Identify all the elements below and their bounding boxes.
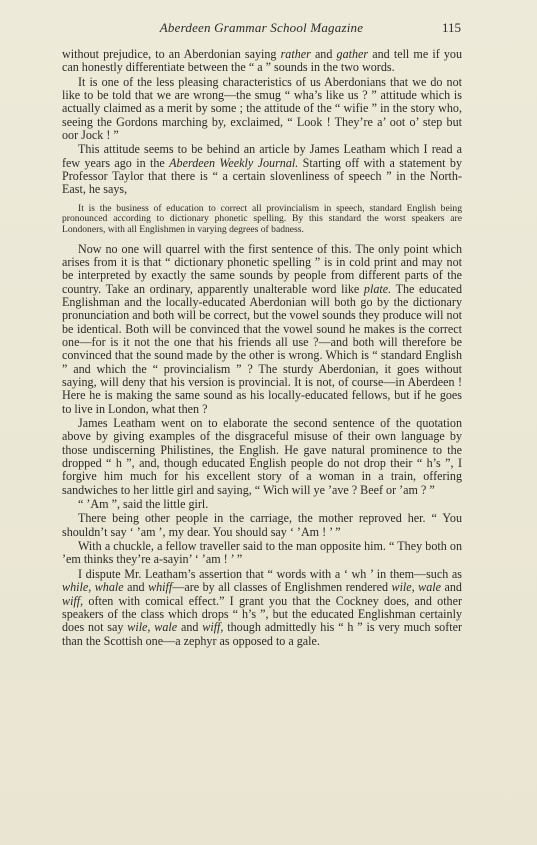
text-run: without prejudice, to an Aberdonian saying (62, 47, 281, 61)
italic-word: wile, wale (127, 620, 178, 635)
text-run: and (441, 580, 462, 595)
block-quote: It is the business of education to correct all provincialism in speech, standard English being pronounced according to dictionary phonetic spelling. By this standard the worst speakers are Londoners, with all Englishmen in varying degrees of badness. (62, 202, 462, 235)
paragraph-2: It is one of the less pleasing characteristics of us Aberdonians that we do not like to be told that we are wrong—the smug “ wha’s like us ? ” attitude which is actually claimed as a merit by some ; the attitude of the “ wifie ” in the story who, seeing the Gordons marching by, exclaimed, “ Look ! They’re a’ oot o’ step but oor Jock ! ” (62, 74, 462, 143)
text-run: Now no one will quarrel with the first sentence of this. The only point which arises from it is that “ dictionary phonetic spelling ” is in cold print and may not be interpreted by exactly the same sounds by people from different parts of the country. Take an ordinary, apparently unalterable word like (62, 241, 462, 296)
journal-title: Aberdeen Weekly Journal. (169, 155, 299, 170)
text-run: often with comical effect.” I grant you that the Cockney does, and other speakers of the class which drops “ h’s ”, but the educated Englishman certainly does not say (62, 593, 462, 635)
italic-word: while, whale (62, 580, 124, 595)
text-run: Starting off with a statement by Professor Taylor that there is “ a certain slovenliness of speech ” in the North-East, he says, (62, 155, 463, 197)
text-run: and tell me if you can honestly differentiate between the “ a ” sounds in the two words. (62, 47, 462, 75)
page-header (62, 20, 461, 38)
paragraph-6: “ ’Am ”, said the little girl. (78, 497, 209, 512)
italic-word: plate. (363, 281, 392, 296)
paragraph-1 (62, 48, 462, 75)
text-run: and (123, 580, 149, 595)
text-run: —are by all classes of Englishmen rendered (172, 580, 392, 595)
text-run: This attitude seems to be behind an article by James Leatham which I read a few years ago in the (62, 142, 462, 170)
text-run: and (177, 620, 203, 635)
italic-word: whiff (148, 580, 173, 595)
article-body (62, 48, 462, 649)
paragraph-9 (62, 568, 462, 648)
italic-word: gather (336, 47, 369, 61)
italic-word: wiff, (62, 593, 84, 608)
paragraph-3 (62, 143, 462, 196)
text-run: The educated Englishman and the locally-educated Aberdonian will both go by the dictionary pronunciation and both will be correct, but the vowel sounds they produce will not be identical. Both will be convinced that the vowel sound he makes is the correct one—for is it not the one that his friends all use ?—and both will therefore be convinced that the sound made by the other is wrong. Which is “ standard English ” and which the “ provincialism ” ? The sturdy Aberdonian, it goes without saying, will deny that his version is provincial. It is not, of course—in Aberdeen ! Here he is making the same sound as his locally-educated fellows, but if he goes to live in London, what then ? (62, 281, 462, 416)
text-run: I dispute Mr. Leatham’s assertion that “ words with a ‘ wh ’ in them—such as (78, 566, 462, 581)
text-run: and (310, 47, 337, 61)
page-number: 115 (441, 20, 461, 35)
paragraph-5: James Leatham went on to elaborate the second sentence of the quotation above by giving examples of the disgraceful misuse of their own language by those undiscerning Philistines, the English. He gave natural prominence to the dropped “ h ”, and, though educated English people do not drop their “ h’s ”, I forgive him much for his excellent story of a woman in a train, offering sandwiches to her little girl and saying, “ Wich will ye ’ave ? Beef or ’am ? ” (62, 416, 462, 497)
paragraph-8: With a chuckle, a fellow traveller said to the man opposite him. “ They both on ’em thinks they’re a-sayin’ ‘ ’am ! ’ ” (62, 539, 462, 567)
paragraph-7: There being other people in the carriage, the mother reproved her. “ You shouldn’t say ‘ ’am ’, my dear. You should say ‘ ’Am ! ’ ” (62, 511, 462, 539)
italic-word: rather (280, 47, 311, 61)
italic-word: wile, wale (391, 580, 442, 595)
paragraph-4 (62, 243, 462, 416)
italic-word: wiff, (202, 620, 224, 635)
text-run: though admittedly his “ h ” is very much softer than the Scottish one—a zephyr as opposed to a gale. (62, 620, 462, 648)
running-title: Aberdeen Grammar School Magazine (159, 20, 364, 35)
